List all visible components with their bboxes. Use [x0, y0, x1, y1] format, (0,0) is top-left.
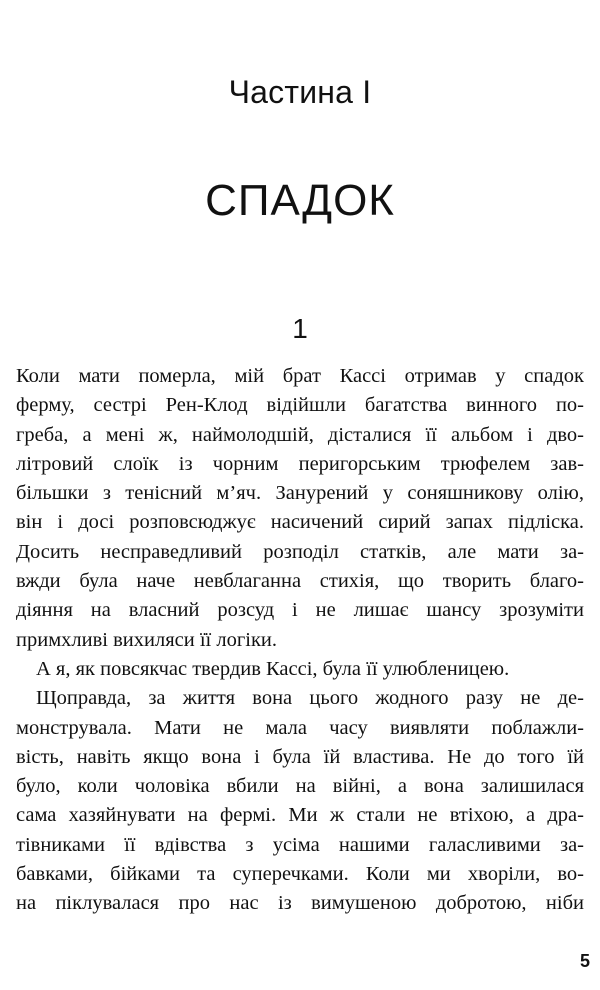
text-line: вість, навіть якщо вона і була їй властива. Не до того їй	[16, 745, 584, 768]
text-line: він і досі розповсюджує насичений сирий запах підліска.	[16, 511, 584, 534]
text-line: було, коли чоловіка вбили на війні, а вона залишилася	[16, 775, 584, 798]
text-line: примхливі вихиляси її логіки.	[16, 628, 277, 651]
text-line: сама хазяйнувати на фермі. Ми ж стали не втіхою, а дра-	[16, 804, 584, 827]
text-line: Досить несправедливий розподіл статків, але мати за-	[16, 540, 584, 563]
text-line: літровий слоїк із чорним перигорським трюфелем зав-	[16, 452, 584, 475]
text-line: А я, як повсякчас твердив Кассі, була її улюбленицею.	[36, 657, 510, 680]
text-line: бавками, бійками та суперечками. Коли ми хворіли, во-	[16, 863, 584, 886]
text-line: діяння на власний розсуд і не лишає шансу зрозуміти	[16, 599, 584, 622]
page-number: 5	[579, 951, 590, 971]
part-title: Частина І	[228, 74, 372, 110]
body-text	[16, 362, 584, 919]
paragraph	[16, 362, 584, 655]
text-line: греба, а мені ж, наймолодшій, дісталися її альбом і дво-	[16, 423, 584, 446]
text-line: вжди була наче невблаганна стихія, що творить благо-	[16, 570, 584, 593]
text-line: монструвала. Мати не мала часу виявляти поблажли-	[16, 716, 584, 739]
text-line: Щоправда, за життя вона цього жодного разу не де-	[36, 687, 584, 710]
section-title: СПАДОК	[205, 176, 395, 225]
text-line: на піклувалася про нас із вимушеною добротою, ніби	[16, 892, 584, 915]
text-line: більшки з тенісний м’яч. Занурений у соняшникову олію,	[16, 482, 584, 505]
chapter-number: 1	[292, 313, 308, 344]
text-line: Коли мати померла, мій брат Кассі отримав у спадок	[16, 365, 584, 387]
paragraph	[16, 655, 584, 684]
text-line: тівниками її вдівства з усіма нашими галасливими за-	[16, 833, 584, 856]
paragraph	[16, 684, 584, 918]
text-line: ферму, сестрі Рен-Клод відійшли багатства винного по-	[16, 394, 584, 417]
